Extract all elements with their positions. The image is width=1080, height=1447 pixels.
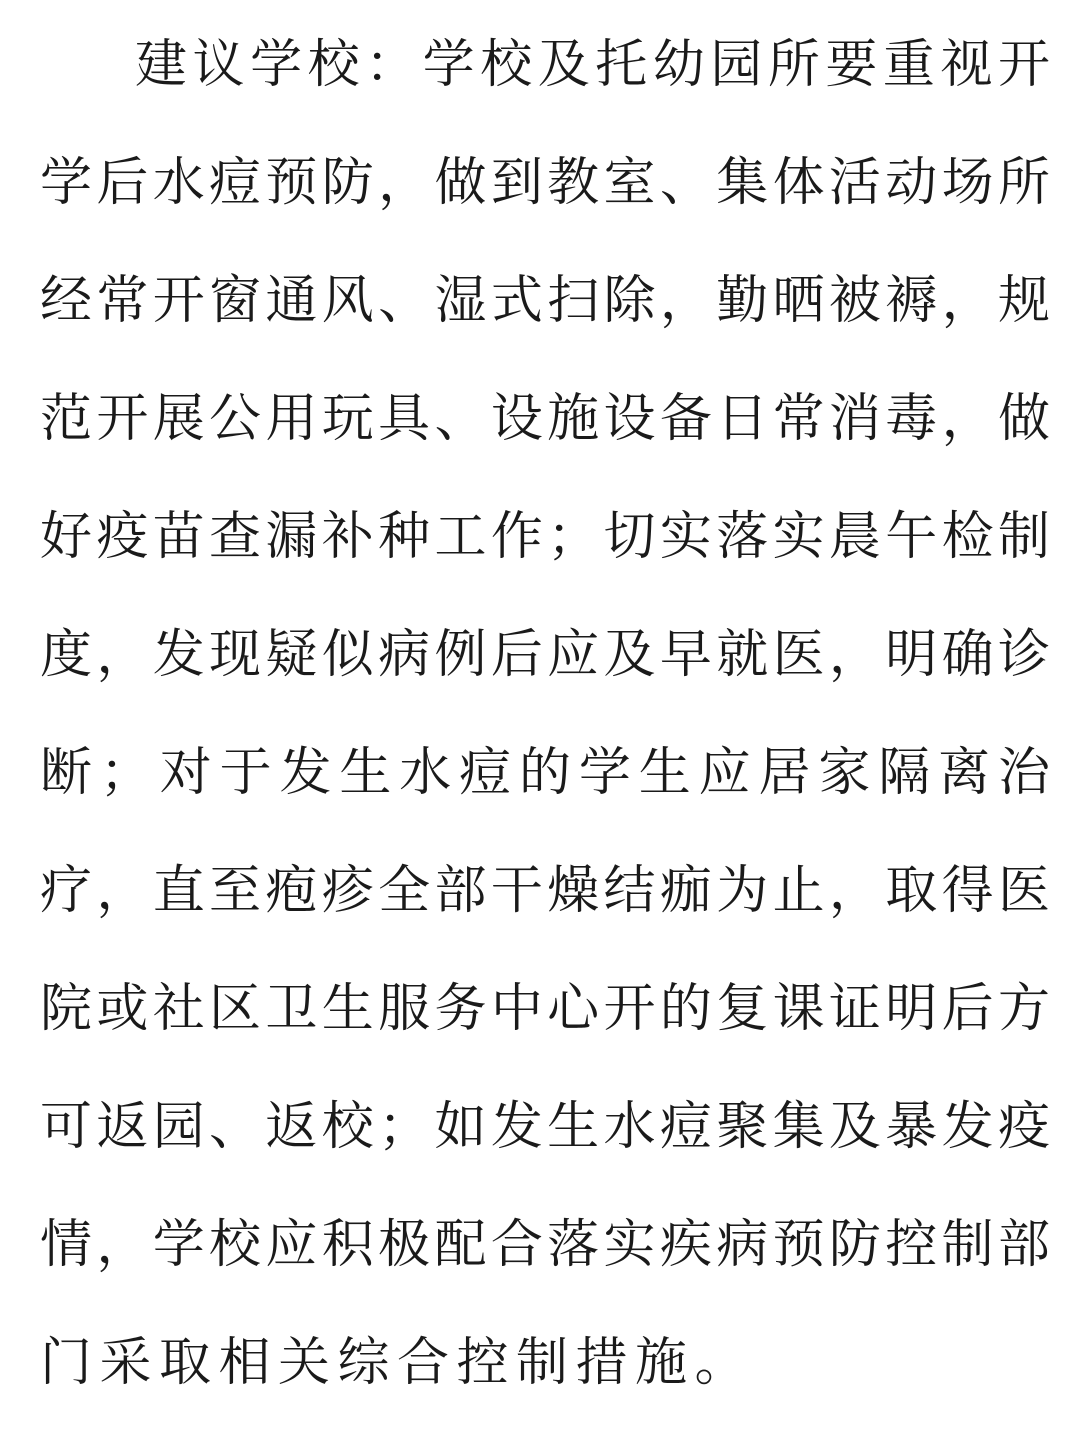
paragraph-line: 断；对于发生水痘的学生应居家隔离治 xyxy=(40,743,1050,803)
paragraph-line: 可返园、返校；如发生水痘聚集及暴发疫 xyxy=(40,1097,1050,1157)
paragraph-line: 经常开窗通风、湿式扫除，勤晒被褥，规 xyxy=(40,271,1050,331)
paragraph-line: 情，学校应积极配合落实疾病预防控制部 xyxy=(40,1215,1050,1275)
paragraph-line: 疗，直至疱疹全部干燥结痂为止，取得医 xyxy=(40,861,1050,921)
paragraph-line: 范开展公用玩具、设施设备日常消毒，做 xyxy=(40,389,1050,449)
paragraph-line: 院或社区卫生服务中心开的复课证明后方 xyxy=(40,979,1050,1039)
paragraph-line: 建议学校：学校及托幼园所要重视开 xyxy=(135,35,1050,95)
paragraph-line: 门采取相关综合控制措施。 xyxy=(40,1333,755,1393)
paragraph-line: 好疫苗查漏补种工作；切实落实晨午检制 xyxy=(40,507,1050,567)
paragraph-line: 度，发现疑似病例后应及早就医，明确诊 xyxy=(40,625,1050,685)
paragraph-line: 学后水痘预防，做到教室、集体活动场所 xyxy=(40,153,1050,213)
